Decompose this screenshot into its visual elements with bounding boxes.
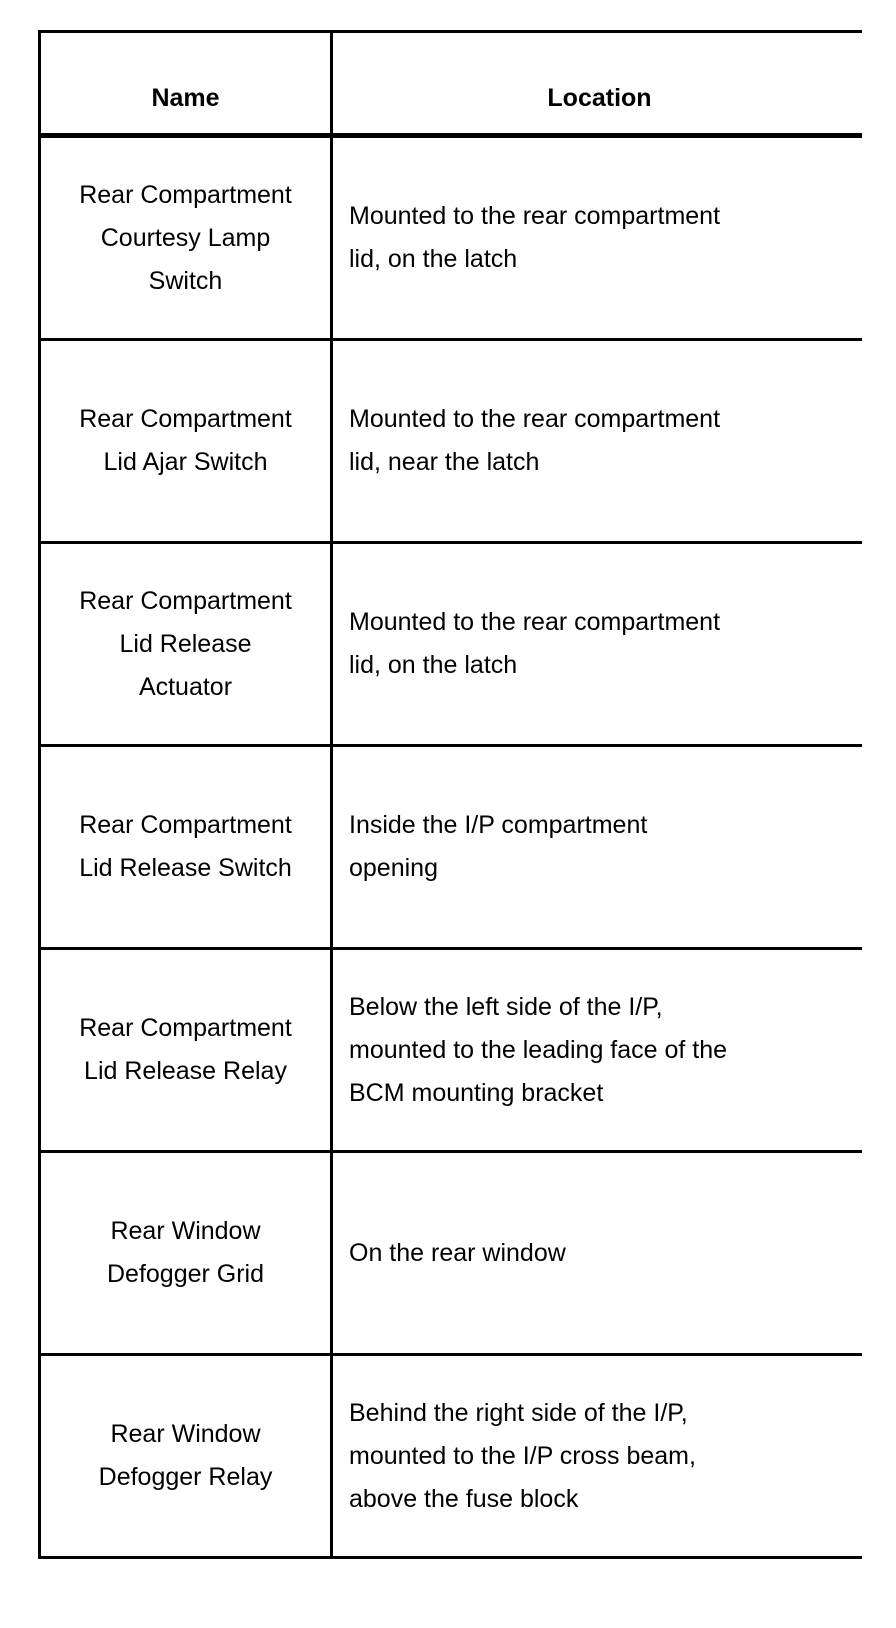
- name-line: Rear Compartment: [79, 586, 292, 615]
- name-line: Courtesy Lamp: [100, 223, 271, 252]
- name-line: Rear Compartment: [79, 405, 292, 433]
- table-row: [40, 340, 868, 543]
- table-row: [40, 543, 868, 746]
- location-line: Mounted to the rear compartment: [349, 405, 721, 433]
- name-line: Rear Compartment: [79, 180, 292, 209]
- name-line: Defogger Grid: [106, 1260, 265, 1288]
- table-row: [40, 136, 868, 340]
- location-line: opening: [349, 854, 438, 882]
- name-line: Switch: [148, 266, 223, 295]
- table-row: [40, 1355, 868, 1558]
- header-name: Name: [40, 32, 332, 136]
- location-line: lid, on the latch: [349, 245, 518, 273]
- location-line: On the rear window: [349, 1238, 566, 1267]
- right-crop-edge: [862, 0, 896, 1628]
- location-line: Mounted to the rear compartment: [349, 202, 721, 230]
- location-line: above the fuse block: [349, 1484, 579, 1513]
- location-line: lid, on the latch: [349, 651, 518, 679]
- table-header-row: [40, 32, 868, 136]
- name-cell: [40, 949, 332, 1152]
- component-location-table: [38, 30, 869, 1559]
- name-cell: [40, 746, 332, 949]
- location-cell: [332, 1152, 868, 1355]
- location-line: BCM mounting bracket: [349, 1078, 604, 1107]
- location-line: mounted to the leading face of the: [349, 1035, 728, 1064]
- name-line: Lid Release Switch: [79, 854, 292, 882]
- location-line: Mounted to the rear compartment: [349, 608, 721, 636]
- table-body: [40, 136, 868, 1558]
- name-cell: [40, 1355, 332, 1558]
- name-line: Defogger Relay: [98, 1463, 273, 1491]
- location-line: Inside the I/P compartment: [349, 811, 648, 839]
- name-line: Rear Compartment: [79, 811, 292, 839]
- header-location: Location: [332, 32, 868, 136]
- name-line: Lid Release Relay: [84, 1057, 287, 1085]
- table-row: [40, 949, 868, 1152]
- component-location-table-wrapper: [38, 30, 866, 1559]
- location-cell: [332, 340, 868, 543]
- location-line: Below the left side of the I/P,: [349, 992, 663, 1021]
- location-cell: [332, 1355, 868, 1558]
- name-line: Rear Window: [110, 1217, 261, 1245]
- location-line: lid, near the latch: [349, 448, 540, 476]
- table-row: [40, 1152, 868, 1355]
- location-line: mounted to the I/P cross beam,: [349, 1441, 696, 1470]
- name-cell: [40, 1152, 332, 1355]
- name-cell: [40, 136, 332, 340]
- name-cell: [40, 340, 332, 543]
- location-cell: [332, 136, 868, 340]
- location-cell: [332, 543, 868, 746]
- location-line: Behind the right side of the I/P,: [349, 1398, 688, 1427]
- location-cell: [332, 746, 868, 949]
- name-line: Lid Ajar Switch: [103, 448, 268, 476]
- name-line: Actuator: [138, 672, 233, 701]
- name-line: Rear Compartment: [79, 1014, 292, 1042]
- name-cell: [40, 543, 332, 746]
- location-cell: [332, 949, 868, 1152]
- name-line: Lid Release: [119, 629, 252, 658]
- table-row: [40, 746, 868, 949]
- name-line: Rear Window: [110, 1420, 261, 1448]
